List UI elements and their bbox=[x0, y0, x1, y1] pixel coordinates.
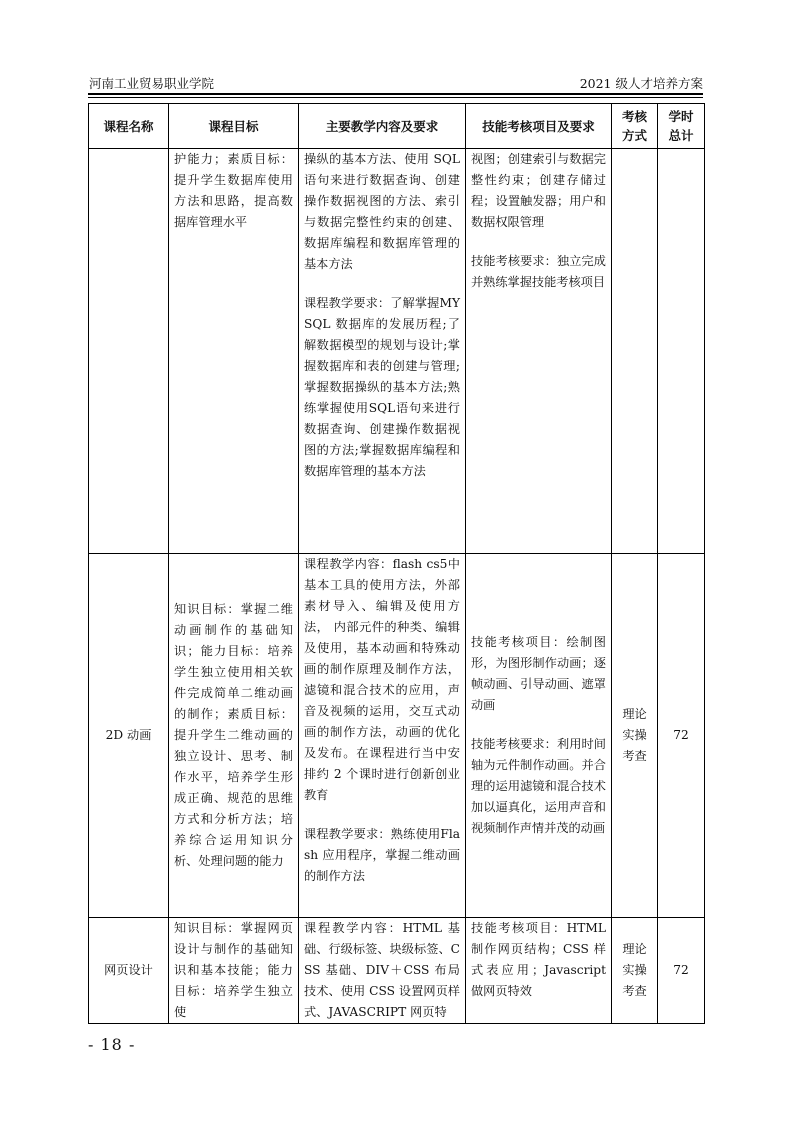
objectives-text: 知识目标：掌握网页设计与制作的基础知识和基本技能；能力目标：培养学生独立使 bbox=[174, 921, 293, 1019]
header-rule-thin bbox=[88, 97, 703, 98]
skill-requirements-text: 技能考核要求：独立完成并熟练掌握技能考核项目 bbox=[471, 254, 606, 289]
column-header-hours: 学时总计 bbox=[658, 104, 705, 149]
course-table bbox=[88, 103, 705, 1024]
hours-cell bbox=[658, 149, 705, 554]
objectives-cell bbox=[169, 149, 299, 554]
objectives-text: 知识目标：掌握二维动画制作的基础知识；能力目标：培养学生独立使用相关软件完成简单二维动画的制作；素质目标：提升学生二维动画的独立设计、思考、制作水平，培养学生形成正确、规范的思维方式和分析方法；培养综合运用知识分析、处理问题的能力 bbox=[174, 602, 293, 868]
course-name-cell: 2D 动画 bbox=[89, 554, 169, 918]
header-document-title: 2021 级人才培养方案 bbox=[579, 76, 703, 91]
table-row bbox=[89, 149, 705, 554]
assessment-cell: 理论实操考查 bbox=[612, 918, 658, 1024]
skills-cell bbox=[466, 554, 612, 918]
column-header-objectives: 课程目标 bbox=[169, 104, 299, 149]
column-header-course-name: 课程名称 bbox=[89, 104, 169, 149]
header-institution: 河南工业贸易职业学院 bbox=[89, 76, 215, 91]
teaching-content-text: 操纵的基本方法、使用 SQL 语句来进行数据查询、创建操作数据视图的方法、索引与数据完整性约束的创建、数据库编程和数据库管理的基本方法 bbox=[304, 152, 464, 271]
objectives-cell bbox=[169, 554, 299, 918]
hours-cell: 72 bbox=[658, 554, 705, 918]
page-number: - 18 - bbox=[88, 1035, 136, 1054]
column-header-content: 主要教学内容及要求 bbox=[299, 104, 466, 149]
teaching-content-text: 课程教学内容：flash cs5中基本工具的使用方法，外部素材导入、编辑及使用方法， 内部元件的种类、编辑及使用，基本动画和特殊动画的制作原理及制作方法，滤镜和混合技术的应用，声音及视频的运用，交互式动画的制作方法，动画的优化及发布。在课程进行当中安排约 2 个课时进行创新创业教育 bbox=[304, 557, 460, 802]
skills-cell bbox=[466, 149, 612, 554]
objectives-text: 护能力；素质目标：提升学生数据库使用方法和思路，提高数据库管理水平 bbox=[174, 152, 293, 229]
content-cell bbox=[299, 918, 466, 1024]
skills-cell bbox=[466, 918, 612, 1024]
content-cell bbox=[299, 149, 466, 554]
course-name-cell: 网页设计 bbox=[89, 918, 169, 1024]
teaching-requirements-text: 课程教学要求：了解掌握MYSQL 数据库的发展历程;了解数据模型的规划与设计;掌握数据库和表的创建与管理;掌握数据操纵的基本方法;熟练掌握使用SQL语句来进行数据查询、创建操作数据视图的方法;掌握数据库编程和数据库管理的基本方法 bbox=[304, 296, 460, 478]
course-name-cell bbox=[89, 149, 169, 554]
table-header-row bbox=[89, 104, 705, 149]
header-rule bbox=[88, 93, 703, 95]
assessment-cell: 理论实操考查 bbox=[612, 554, 658, 918]
assessment-cell bbox=[612, 149, 658, 554]
objectives-cell bbox=[169, 918, 299, 1024]
teaching-requirements-text: 课程教学要求：熟练使用Flash 应用程序，掌握二维动画的制作方法 bbox=[304, 827, 460, 883]
table-row bbox=[89, 554, 705, 918]
column-header-skills: 技能考核项目及要求 bbox=[466, 104, 612, 149]
skill-requirements-text: 技能考核要求：利用时间轴为元件制作动画。并合理的运用滤镜和混合技术加以逼真化，运用声音和视频制作声情并茂的动画 bbox=[471, 737, 606, 835]
skill-items-text: 视图；创建索引与数据完整性约束；创建存储过程；设置触发器；用户和数据权限管理 bbox=[471, 152, 606, 229]
column-header-assessment: 考核方式 bbox=[612, 104, 658, 149]
skill-items-text: 技能考核项目：绘制图形，为图形制作动画；逐帧动画、引导动画、遮罩动画 bbox=[471, 635, 606, 712]
skill-items-text: 技能考核项目：HTML 制作网页结构；CSS 样式表应用；Javascript 做网页特效 bbox=[471, 921, 610, 998]
content-cell bbox=[299, 554, 466, 918]
table-row bbox=[89, 918, 705, 1024]
teaching-content-text: 课程教学内容：HTML 基础、行级标签、块级标签、CSS 基础、DIV＋CSS 布局技术、使用 CSS 设置网页样式、JAVASCRIPT 网页特 bbox=[304, 921, 460, 1019]
hours-cell: 72 bbox=[658, 918, 705, 1024]
